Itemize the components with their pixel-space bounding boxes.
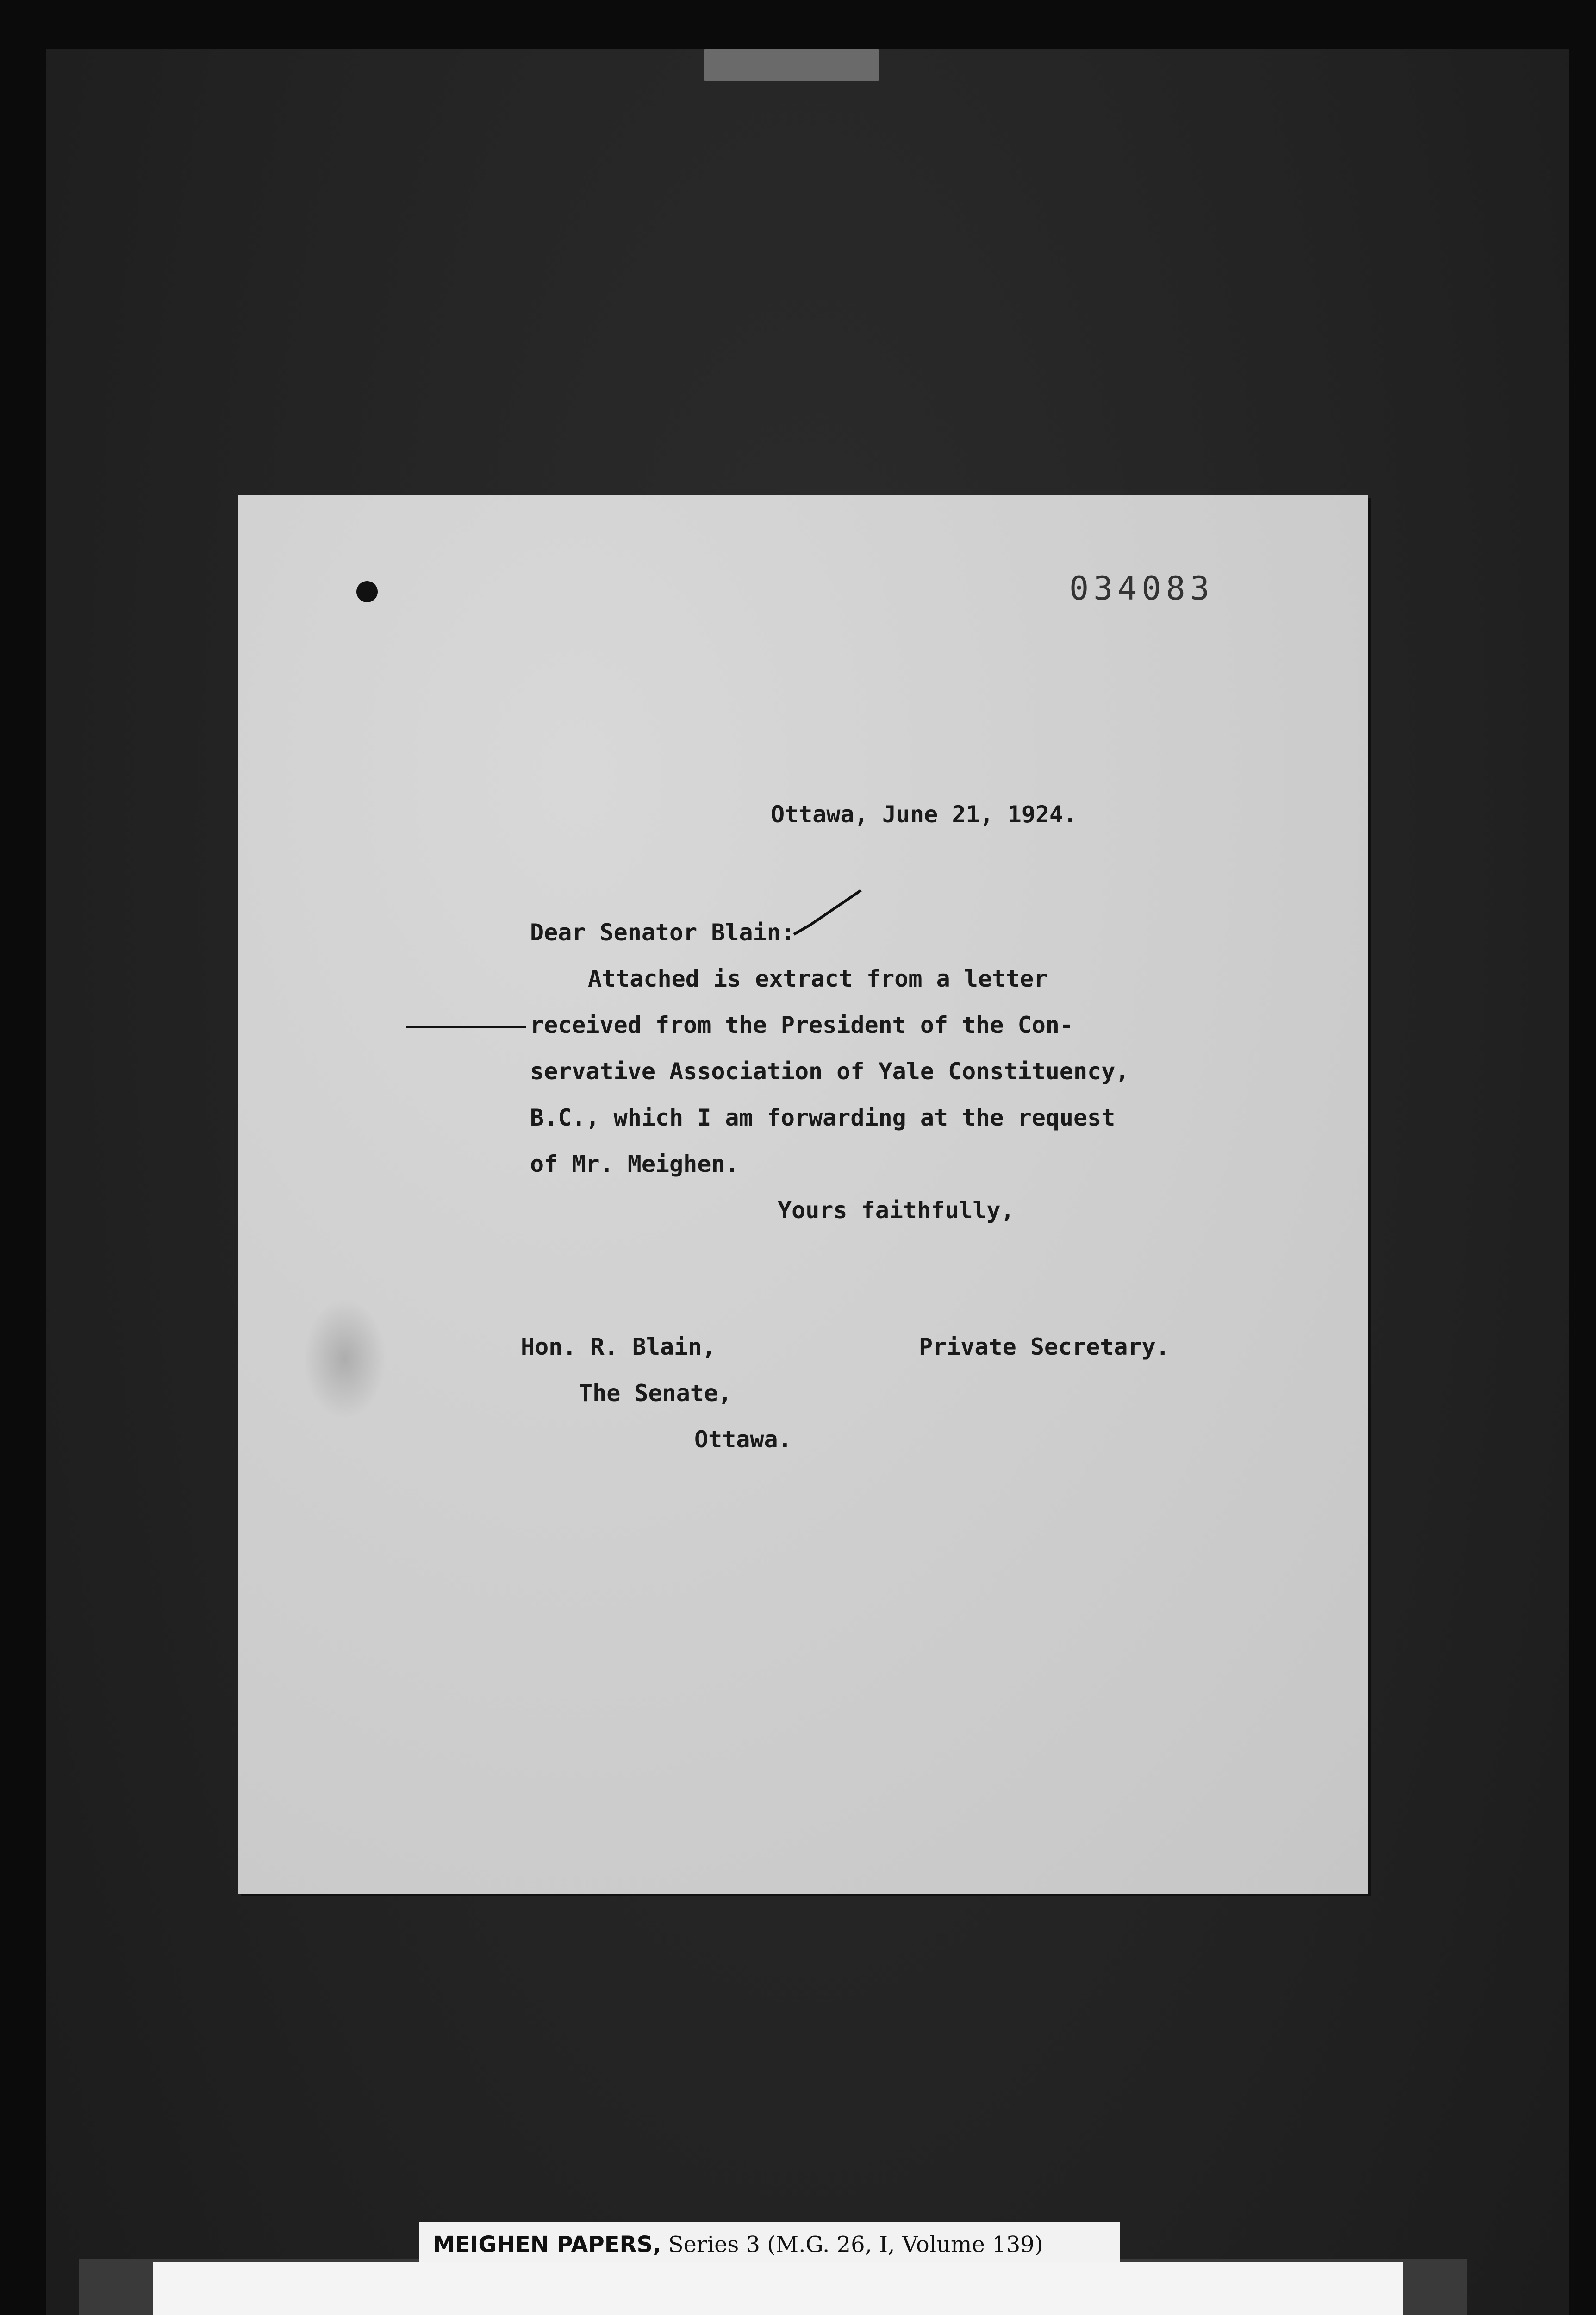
archives-stamp (153, 2262, 1403, 2315)
top-clip (704, 49, 879, 81)
body-line-3: servative Association of Yale Constituency, (530, 1058, 1129, 1085)
closing: Yours faithfully, (778, 1197, 1015, 1224)
collection-name: MEIGHEN PAPERS, (433, 2232, 661, 2258)
paper-stain (303, 1299, 387, 1419)
body-line-5: of Mr. Meighen. (530, 1151, 739, 1177)
body-line-2: received from the President of the Con- (530, 1012, 1073, 1039)
address-line-1: Hon. R. Blain, (521, 1333, 716, 1360)
body-line-4: B.C., which I am forwarding at the request (530, 1104, 1116, 1131)
punch-hole (356, 581, 378, 602)
collection-reference: Series 3 (M.G. 26, I, Volume 139) (668, 2232, 1043, 2258)
address-line-2: The Senate, (579, 1380, 732, 1407)
address-line-3: Ottawa. (694, 1426, 792, 1453)
salutation: Dear Senator Blain: (530, 919, 795, 946)
letter-page (238, 495, 1368, 1894)
dateline: Ottawa, June 21, 1924. (771, 801, 1078, 828)
body-line-1: Attached is extract from a letter (588, 965, 1048, 992)
document-number: 034083 (1069, 569, 1214, 607)
signature-title: Private Secretary. (919, 1333, 1170, 1360)
check-mark-icon (792, 888, 866, 944)
collection-label-text (433, 2232, 1043, 2258)
margin-mark (406, 1026, 526, 1028)
